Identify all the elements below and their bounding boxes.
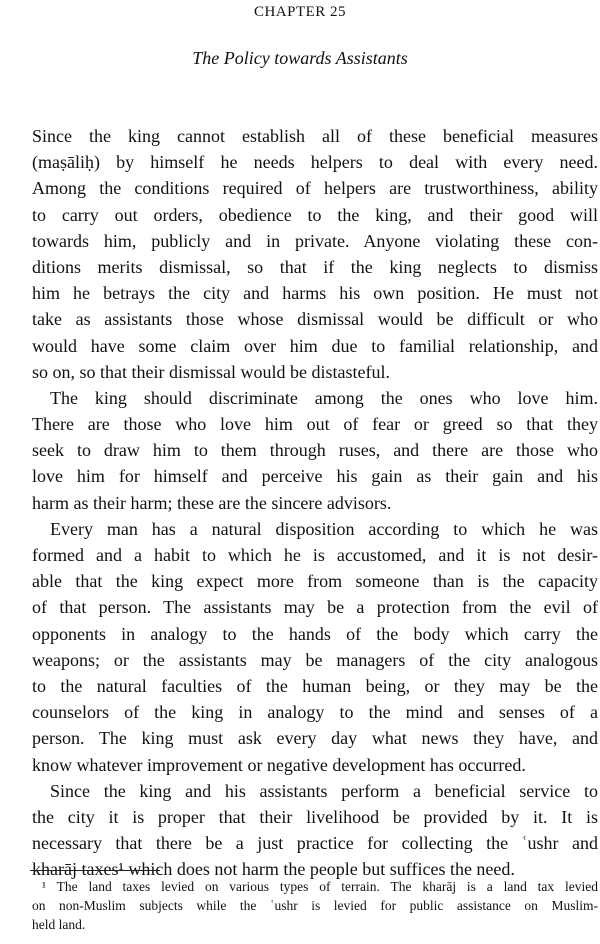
text-line: would have some claim over him due to familial relationship, and <box>32 335 598 356</box>
text-line: person. The king must ask every day what news they have, and <box>32 728 598 749</box>
text-line: the city it is proper that their livelihood be provided by it. It is <box>32 806 598 827</box>
chapter-title: The Policy towards Assistants <box>192 48 408 68</box>
footnote-line: on non-Muslim subjects while the ʿushr is levied for public assistance on Muslim- <box>32 898 598 913</box>
text-line: Since the king cannot establish all of these beneficial measures <box>32 126 598 146</box>
text-line: him he betrays the city and harms his own position. He must not <box>32 283 598 304</box>
text-line: harm as their harm; these are the sincere advisors. <box>32 492 392 513</box>
text-line: formed and a habit to which he is accustomed, and it is not desir- <box>32 545 598 565</box>
text-line: take as assistants those whose dismissal would be difficult or who <box>32 309 598 330</box>
body-text <box>32 123 598 882</box>
text-line: of that person. The assistants may be a protection from the evil of <box>32 597 598 618</box>
text-line: Every man has a natural disposition according to which he was <box>50 518 598 539</box>
text-line: to the natural faculties of the human being, or they may be the <box>32 675 598 696</box>
text-line: necessary that there be a just practice for collecting the ʿushr and <box>32 833 598 854</box>
text-line: Since the king and his assistants perform a beneficial service to <box>50 780 598 801</box>
text-line: weapons; or the assistants may be managers of the city analogous <box>32 649 598 670</box>
text-line: The king should discriminate among the ones who love him. <box>50 387 598 408</box>
text-line: towards him, publicly and in private. Anyone violating these con- <box>32 230 598 251</box>
text-line: counselors of the king in analogy to the mind and senses of a <box>32 702 598 723</box>
footnote-line: held land. <box>32 917 86 932</box>
text-line: to carry out orders, obedience to the king, and their good will <box>32 204 598 225</box>
footnote <box>32 877 598 934</box>
text-line: kharāj taxes¹ which does not harm the people but suffices the need. <box>32 859 515 880</box>
footnote-divider <box>30 870 160 871</box>
text-line: seek to draw him to them through ruses, and there are those who <box>32 440 598 461</box>
text-line: ditions merits dismissal, so that if the king neglects to dismiss <box>32 256 598 277</box>
text-line: so on, so that their dismissal would be distasteful. <box>32 361 390 382</box>
text-line: opponents in analogy to the hands of the body which carry the <box>32 623 598 644</box>
text-line: Among the conditions required of helpers are trustworthiness, ability <box>32 178 598 199</box>
chapter-number: CHAPTER 25 <box>253 4 347 20</box>
text-line: (maṣāliḥ) by himself he needs helpers to deal with every need. <box>32 152 598 173</box>
text-line: know whatever improvement or negative development has occurred. <box>32 754 526 775</box>
text-line: love him for himself and perceive his gain as their gain and his <box>32 466 598 487</box>
text-line: There are those who love him out of fear or greed so that they <box>32 414 598 435</box>
footnote-line: ¹ The land taxes levied on various types of terrain. The kharāj is a land tax levied <box>42 879 598 894</box>
text-line: able that the king expect more from someone than is the capacity <box>32 571 598 592</box>
